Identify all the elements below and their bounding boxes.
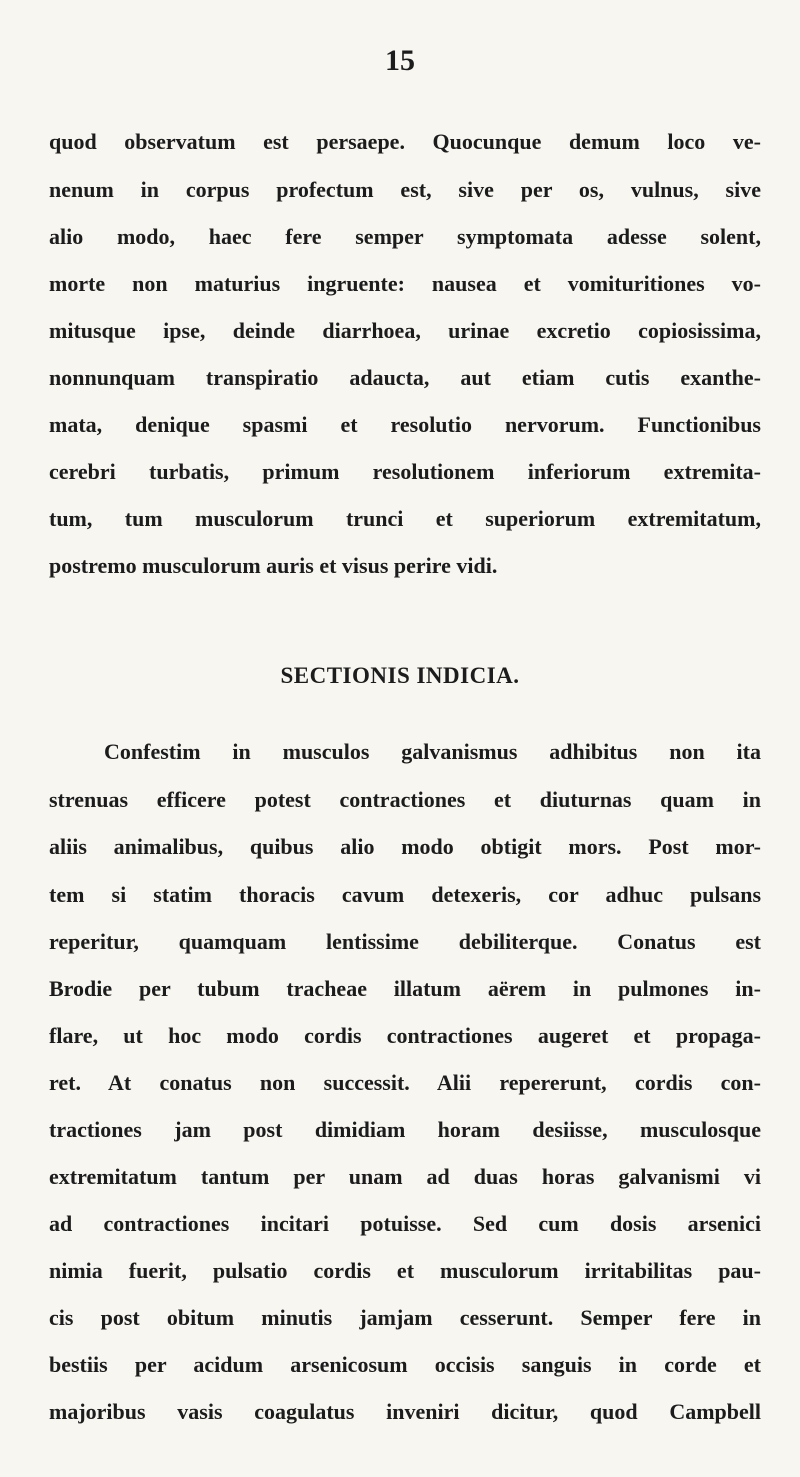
text-line: alio modo, haec fere semper symptomata adesse solent,: [49, 224, 761, 249]
text-line: nonnunquam transpiratio adaucta, aut etiam cutis exanthe-: [49, 365, 761, 390]
text-line: reperitur, quamquam lentissime debiliterque. Conatus est: [49, 929, 761, 954]
text-line: flare, ut hoc modo cordis contractiones augeret et propaga-: [49, 1023, 761, 1048]
text-line: mata, denique spasmi et resolutio nervorum. Functionibus: [49, 412, 761, 437]
text-line: ad contractiones incitari potuisse. Sed cum dosis arsenici: [49, 1211, 761, 1236]
text-line: ret. At conatus non successit. Alii repererunt, cordis con-: [49, 1070, 761, 1095]
text-line: postremo musculorum auris et visus perire vidi.: [49, 553, 498, 578]
text-line: morte non maturius ingruente: nausea et vomituritiones vo-: [49, 271, 761, 296]
text-line: mitusque ipse, deinde diarrhoea, urinae excretio copiosissima,: [49, 318, 761, 343]
text-line: quod observatum est persaepe. Quocunque demum loco ve-: [49, 129, 761, 154]
text-line: Brodie per tubum tracheae illatum aërem in pulmones in-: [49, 976, 761, 1001]
text-line: cerebri turbatis, primum resolutionem inferiorum extremita-: [49, 459, 761, 484]
text-line: cis post obitum minutis jamjam cesserunt. Semper fere in: [49, 1305, 761, 1330]
text-line: nenum in corpus profectum est, sive per os, vulnus, sive: [49, 177, 761, 202]
text-line: Confestim in musculos galvanismus adhibitus non ita: [104, 739, 761, 764]
text-line: nimia fuerit, pulsatio cordis et musculorum irritabilitas pau-: [49, 1258, 761, 1283]
text-line: bestiis per acidum arsenicosum occisis sanguis in corde et: [49, 1352, 761, 1377]
text-line: majoribus vasis coagulatus inveniri dicitur, quod Campbell: [49, 1399, 761, 1424]
text-line: aliis animalibus, quibus alio modo obtigit mors. Post mor-: [49, 834, 761, 859]
text-line: tum, tum musculorum trunci et superiorum extremitatum,: [49, 506, 761, 531]
section-heading: SECTIONIS INDICIA.: [280, 663, 520, 688]
text-line: tractiones jam post dimidiam horam desiisse, musculosque: [49, 1117, 761, 1142]
page-number: 15: [385, 44, 415, 77]
text-line: strenuas efficere potest contractiones et diuturnas quam in: [49, 787, 761, 812]
text-line: extremitatum tantum per unam ad duas horas galvanismi vi: [49, 1164, 761, 1189]
text-line: tem si statim thoracis cavum detexeris, cor adhuc pulsans: [49, 882, 761, 907]
